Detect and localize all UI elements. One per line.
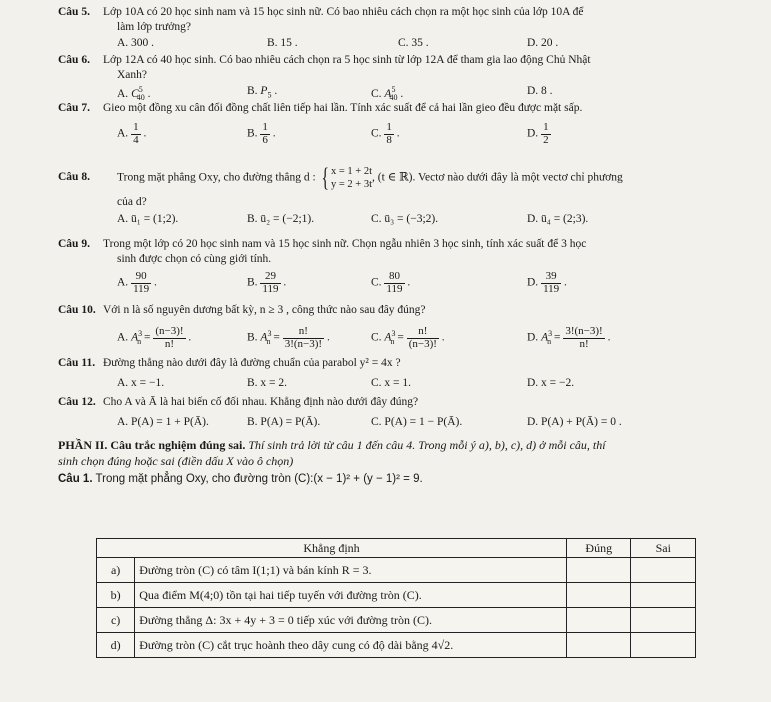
- part2-instructions-cont: sinh chọn đúng hoặc sai (điền dấu X vào ô chọn): [58, 454, 294, 468]
- q7-text: Gieo một đồng xu cân đối đồng chất liên tiếp hai lần. Tính xác suất để cả hai lần gieo đều được mặt sấp.: [103, 102, 583, 114]
- q7-number: Câu 7.: [58, 102, 90, 114]
- part2-heading: PHẦN II. Câu trắc nghiệm đúng sai. Thí sinh trả lời từ câu 1 đến câu 4. Trong mỗi ý a), b), c), d) ở mỗi câu, thí: [58, 438, 606, 452]
- q12-number: Câu 12.: [58, 396, 96, 408]
- q9-option-b: B. $\frac{29}{119}$ .: [247, 270, 287, 295]
- q9-option-d: D. $\frac{39}{119}$ .: [527, 270, 567, 295]
- q5-number: Câu 5.: [58, 6, 90, 18]
- q7-option-c: C. $\frac{1}{8}$ .: [371, 121, 400, 146]
- true-checkbox-cell[interactable]: [567, 608, 631, 633]
- row-label: d): [97, 633, 135, 658]
- q8-option-d: D. ū₄ = (2;3).: [527, 213, 589, 225]
- table-row: [97, 583, 696, 608]
- q8-text-cont: của d?: [117, 196, 147, 208]
- q8-number: Câu 8.: [58, 171, 90, 183]
- q9-text: Trong một lớp có 20 học sinh nam và 15 học sinh nữ. Chọn ngẫu nhiên 3 học sinh, tính xác suất để 3 học: [103, 238, 587, 250]
- table-header-statement: Khẳng định: [97, 539, 567, 558]
- true-checkbox-cell[interactable]: [567, 633, 631, 658]
- q5-text-cont: làm lớp trưởng?: [117, 21, 191, 33]
- q6-text-cont: Xanh?: [117, 69, 148, 81]
- q9-option-a: A. $\frac{90}{119}$ .: [117, 270, 157, 295]
- q6-text: Lớp 12A có 40 học sinh. Có bao nhiêu cách chọn ra 5 học sinh từ lớp 12A để tham gia lao động Chủ Nhật: [103, 54, 591, 66]
- true-checkbox-cell[interactable]: [567, 558, 631, 583]
- q5-text: Lớp 10A có 20 học sinh nam và 15 học sinh nữ. Có bao nhiêu cách chọn ra một học sinh của lớp 10A để: [103, 6, 584, 18]
- q11-text: Đường thẳng nào dưới đây là đường chuẩn của parabol y² = 4x ?: [103, 357, 401, 369]
- q10-option-d: D. $A^3_n$ = $\frac{3!(n-3)!}{n!}$ .: [527, 325, 611, 350]
- q9-option-c: C. $\frac{80}{119}$ .: [371, 270, 411, 295]
- table-header-true: Đúng: [567, 539, 631, 558]
- q6-option-c: C. $A^5_{40}$ .: [371, 85, 404, 103]
- q10-option-b: B. $A^3_n$ = $\frac{n!}{3!(n-3)!}$ .: [247, 325, 330, 350]
- q10-option-c: C. $A^3_n$ = $\frac{n!}{(n-3)!}$ .: [371, 325, 445, 350]
- q12-option-c: C. P(A) = 1 − P(Ā).: [371, 416, 463, 428]
- false-checkbox-cell[interactable]: [631, 558, 696, 583]
- q7-option-d: D. $\frac{1}{2}$: [527, 121, 549, 146]
- q6-number: Câu 6.: [58, 54, 90, 66]
- q11-number: Câu 11.: [58, 357, 96, 369]
- false-checkbox-cell[interactable]: [631, 583, 696, 608]
- table-row: [97, 633, 696, 658]
- table-header-false: Sai: [631, 539, 696, 558]
- row-statement: Đường thẳng Δ: 3x + 4y + 3 = 0 tiếp xúc với đường tròn (C).: [135, 608, 567, 633]
- row-statement: Đường tròn (C) cắt trục hoành theo dây cung có độ dài bằng 4√2.: [135, 633, 567, 658]
- q9-number: Câu 9.: [58, 238, 90, 250]
- row-statement: Qua điểm M(4;0) tồn tại hai tiếp tuyến với đường tròn (C).: [135, 583, 567, 608]
- q5-option-c: C. 35 .: [398, 37, 429, 49]
- q5-option-d: D. 20 .: [527, 37, 559, 49]
- part2-question-1: Câu 1. Trong mặt phẳng Oxy, cho đường tròn (C):(x − 1)² + (y − 1)² = 9.: [58, 473, 423, 485]
- q6-option-d: D. 8 .: [527, 85, 553, 97]
- false-checkbox-cell[interactable]: [631, 633, 696, 658]
- q12-text: Cho A và Ā là hai biến cố đối nhau. Khẳng định nào dưới đây đúng?: [103, 396, 419, 408]
- q11-option-a: A. x = −1.: [117, 377, 165, 389]
- q10-option-a: A. $A^3_n$ = $\frac{(n-3)!}{n!}$ .: [117, 325, 192, 350]
- q5-option-a: A. 300 .: [117, 37, 155, 49]
- q12-option-d: D. P(A) + P(Ā) = 0 .: [527, 416, 622, 428]
- q8-text: Trong mặt phẳng Oxy, cho đường thẳng d : { x = 1 + 2t y = 2 + 3t, (t ∈ ℝ). Vectơ nào dưới đây là một vectơ chỉ phương: [117, 163, 623, 193]
- false-checkbox-cell[interactable]: [631, 608, 696, 633]
- q6-option-a: A. $C^5_{40}$ .: [117, 85, 151, 103]
- row-label: b): [97, 583, 135, 608]
- q12-option-b: B. P(A) = P(Ā).: [247, 416, 321, 428]
- true-false-table: [96, 538, 696, 658]
- q9-text-cont: sinh được chọn có cùng giới tính.: [117, 253, 272, 265]
- q10-text: Với n là số nguyên dương bất kỳ, n ≥ 3 , công thức nào sau đây đúng?: [103, 304, 426, 316]
- q7-option-b: B. $\frac{1}{6}$ .: [247, 121, 276, 146]
- q5-option-b: B. 15 .: [267, 37, 298, 49]
- row-label: c): [97, 608, 135, 633]
- q11-option-b: B. x = 2.: [247, 377, 288, 389]
- q8-option-c: C. ū₃ = (−3;2).: [371, 213, 439, 225]
- q10-number: Câu 10.: [58, 304, 96, 316]
- table-row: [97, 558, 696, 583]
- q11-option-c: C. x = 1.: [371, 377, 412, 389]
- q11-option-d: D. x = −2.: [527, 377, 575, 389]
- q8-option-a: A. ū₁ = (1;2).: [117, 213, 179, 225]
- row-label: a): [97, 558, 135, 583]
- table-row: [97, 608, 696, 633]
- q12-option-a: A. P(A) = 1 + P(Ā).: [117, 416, 209, 428]
- row-statement: Đường tròn (C) có tâm I(1;1) và bán kính R = 3.: [135, 558, 567, 583]
- true-checkbox-cell[interactable]: [567, 583, 631, 608]
- q7-option-a: A. $\frac{1}{4}$ .: [117, 121, 147, 146]
- q6-option-b: B. $P_5$ .: [247, 85, 278, 100]
- q8-option-b: B. ū₂ = (−2;1).: [247, 213, 315, 225]
